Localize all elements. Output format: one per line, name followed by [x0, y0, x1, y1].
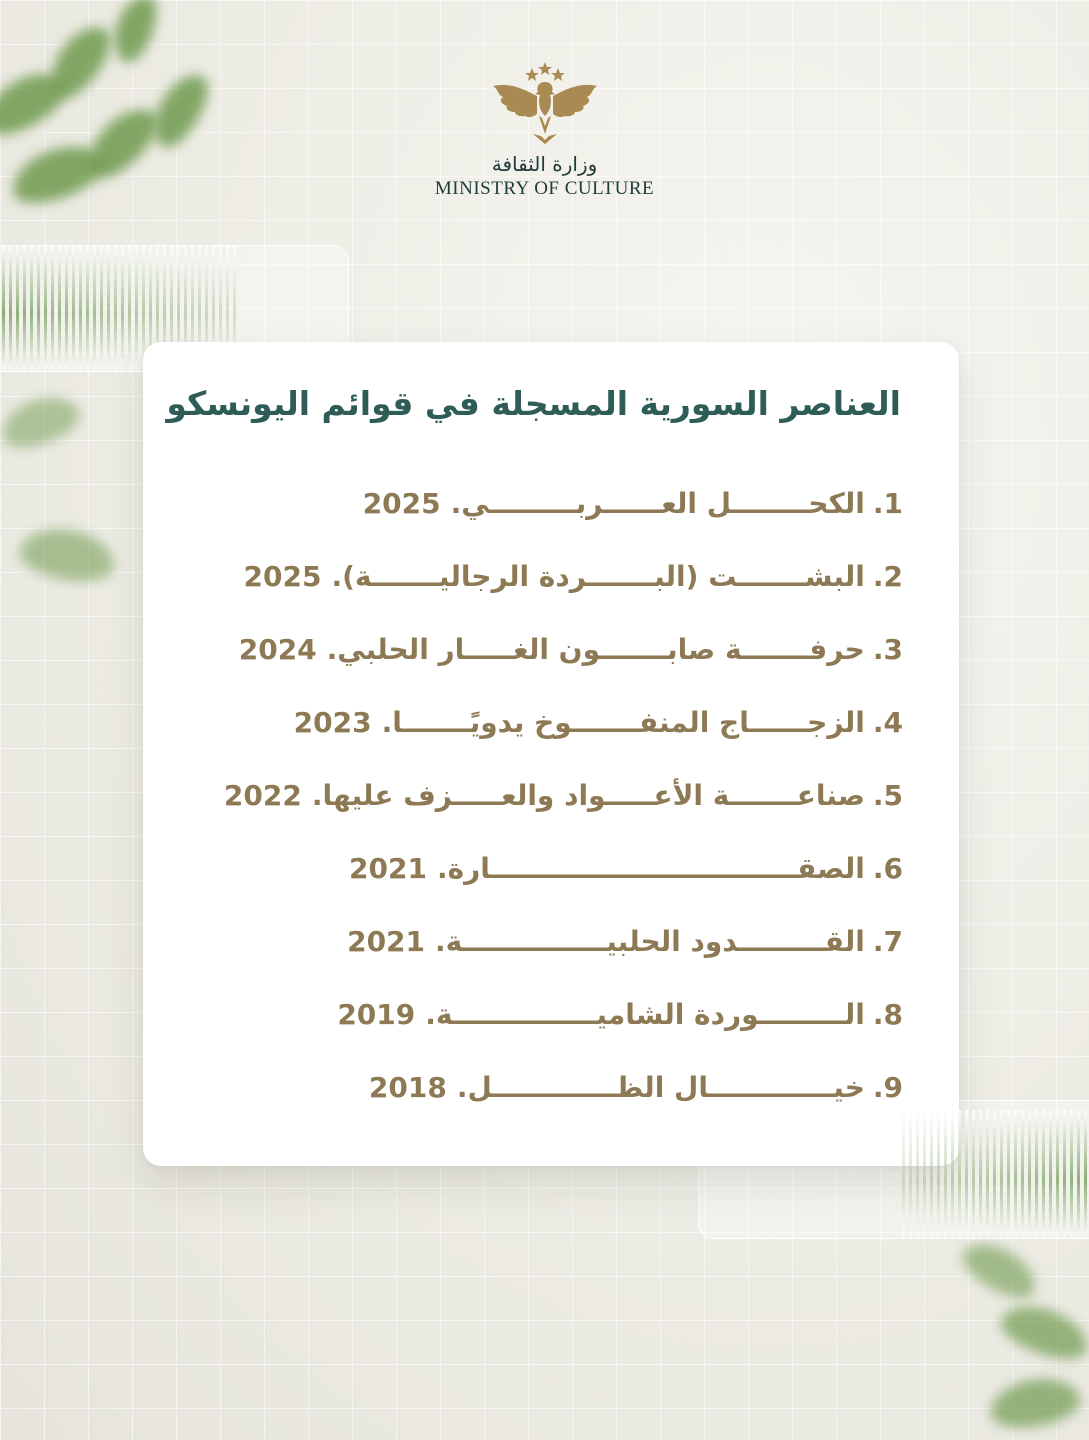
- blind-stripe: [965, 1110, 968, 1237]
- item-number: 8.: [872, 998, 903, 1031]
- blind-stripe: [128, 245, 131, 370]
- blind-stripe: [909, 1110, 912, 1237]
- blinds-decoration-bottom: [900, 1110, 1089, 1237]
- blind-stripe: [1063, 1110, 1066, 1237]
- blind-stripe: [1049, 1110, 1052, 1237]
- blind-stripe: [923, 1110, 926, 1237]
- item-year: 2019: [337, 998, 416, 1031]
- list-item: [183, 1064, 903, 1137]
- blind-stripe: [23, 245, 26, 370]
- list-item: [183, 991, 903, 1064]
- blind-stripe: [986, 1110, 989, 1237]
- item-year: 2024: [238, 633, 317, 666]
- blind-stripe: [993, 1110, 996, 1237]
- blind-stripe: [1070, 1110, 1073, 1237]
- blind-stripe: [9, 245, 12, 370]
- item-name: صناعـــــــة الأعـــــواد والعـــــزف عليها.: [311, 779, 865, 812]
- item-year: 2025: [362, 487, 441, 520]
- blind-stripe: [1014, 1110, 1017, 1237]
- blind-stripe: [1000, 1110, 1003, 1237]
- blind-stripe: [1042, 1110, 1045, 1237]
- blind-stripe: [1084, 1110, 1087, 1237]
- blind-stripe: [944, 1110, 947, 1237]
- blind-stripe: [2, 245, 5, 370]
- blind-stripe: [902, 1110, 905, 1237]
- item-name: الـــــــــوردة الشاميـــــــــــــــة.: [425, 998, 865, 1031]
- item-year: 2021: [347, 925, 426, 958]
- blind-stripe: [135, 245, 138, 370]
- blind-stripe: [121, 245, 124, 370]
- blind-stripe: [1021, 1110, 1024, 1237]
- ministry-name-english: MINISTRY OF CULTURE: [434, 178, 655, 199]
- list-item: [183, 772, 903, 845]
- blind-stripe: [1007, 1110, 1010, 1237]
- item-year: 2023: [293, 706, 372, 739]
- blind-stripe: [58, 245, 61, 370]
- item-name: الكحــــــــل العــــــربـــــــــي.: [450, 487, 865, 520]
- item-number: 2.: [872, 560, 903, 593]
- unesco-list-card: [143, 342, 959, 1166]
- item-number: 6.: [872, 852, 903, 885]
- ministry-logo: [0, 60, 1089, 200]
- blind-stripe: [16, 245, 19, 370]
- item-number: 1.: [872, 487, 903, 520]
- item-name: القـــــــــدود الحلبيـــــــــــــــة.: [435, 925, 865, 958]
- blind-stripe: [930, 1110, 933, 1237]
- item-number: 7.: [872, 925, 903, 958]
- blind-stripe: [44, 245, 47, 370]
- blind-stripe: [100, 245, 103, 370]
- list-item: [183, 845, 903, 918]
- item-name: خيـــــــــــــال الظـــــــــــــل.: [456, 1071, 865, 1104]
- item-name: البشـــــــت (البـــــــردة الرجاليـــــــة).: [331, 560, 865, 593]
- card-title: العناصر السورية المسجلة في قوائم اليونسكو: [166, 384, 901, 423]
- blind-stripe: [1077, 1110, 1080, 1237]
- item-number: 3.: [872, 633, 903, 666]
- list-item: [183, 918, 903, 991]
- blind-stripe: [958, 1110, 961, 1237]
- blind-stripe: [937, 1110, 940, 1237]
- blind-stripe: [1056, 1110, 1059, 1237]
- blind-stripe: [65, 245, 68, 370]
- blind-stripe: [107, 245, 110, 370]
- item-number: 5.: [872, 779, 903, 812]
- blind-stripe: [37, 245, 40, 370]
- blind-stripe: [86, 245, 89, 370]
- item-name: حرفـــــــة صابـــــــون الغـــــار الحلبي.: [326, 633, 865, 666]
- eagle-emblem-icon: [485, 60, 605, 146]
- blind-stripe: [951, 1110, 954, 1237]
- ministry-name-arabic: وزارة الثقافة: [491, 152, 598, 176]
- list-item: [183, 480, 903, 553]
- item-year: 2022: [223, 779, 302, 812]
- blind-stripe: [979, 1110, 982, 1237]
- item-year: 2021: [349, 852, 427, 885]
- item-number: 4.: [872, 706, 903, 739]
- list-item: [183, 626, 903, 699]
- blind-stripe: [972, 1110, 975, 1237]
- blind-stripe: [1035, 1110, 1038, 1237]
- blind-stripe: [114, 245, 117, 370]
- item-number: 9.: [872, 1071, 903, 1104]
- list-item: [183, 553, 903, 626]
- heritage-items-list: [183, 480, 903, 1137]
- blind-stripe: [79, 245, 82, 370]
- blind-stripe: [1028, 1110, 1031, 1237]
- item-year: 2018: [368, 1071, 447, 1104]
- item-year: 2025: [243, 560, 322, 593]
- blind-stripe: [30, 245, 33, 370]
- item-name: الزجــــــاج المنفـــــــوخ يدويًـــــــا.: [381, 706, 865, 739]
- blind-stripe: [916, 1110, 919, 1237]
- item-name: الصقــــــــــــــــــــــــــــــــارة.: [436, 852, 865, 885]
- list-item: [183, 699, 903, 772]
- blind-stripe: [72, 245, 75, 370]
- blind-stripe: [51, 245, 54, 370]
- blind-stripe: [93, 245, 96, 370]
